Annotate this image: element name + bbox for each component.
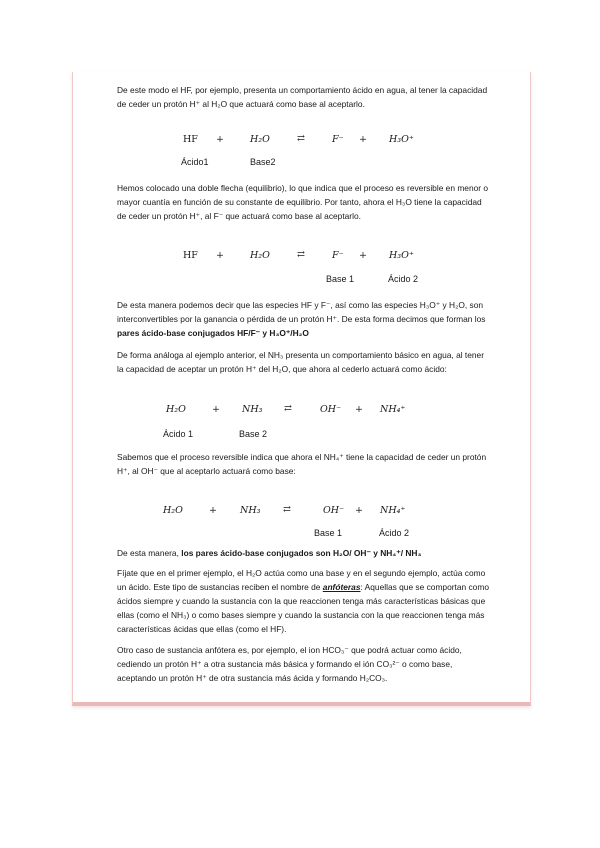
eq2-species-c: F⁻	[332, 250, 344, 261]
eq1-equilibrium-arrow: ⇄	[297, 133, 305, 144]
eq3-species-d: NH₄⁺	[380, 404, 406, 415]
p7-text-2: : Aquellas que se comportan como ácidos siempre y cuando la sustancia con la que reaccionen tenga más características básicas que ellas (como el NH₃) o como bases siempre y cuando la sustancia con la que reaccionen tenga más características ácidas que ellas (como el HF).	[117, 582, 489, 634]
p3-text: De esta manera podemos decir que las especies HF y F⁻, así como las especies H₃O⁺ y H₂O, son interconvertibles por la ganancia o pérdida de un protón H⁺. De esta forma decimos que forman los	[117, 300, 486, 324]
eq2-species-d: H₃O⁺	[389, 250, 414, 261]
eq1-species-a: HF	[183, 134, 198, 145]
eq4-equilibrium-arrow: ⇄	[283, 504, 291, 515]
eq2-plus-1: +	[216, 250, 224, 261]
eq4-species-a: H₂O	[163, 505, 183, 516]
paragraph-nh3-base: De forma análoga al ejemplo anterior, el NH₃ presenta un comportamiento básico en agua, al tener la capacidad de aceptar un protón H⁺ del H₂O, que ahora al cederlo actuará como ácido:	[117, 350, 485, 374]
eq2-species-a: HF	[183, 250, 198, 261]
p3-bold: pares ácido-base conjugados HF/F⁻ y H₃O⁺/H₂O	[117, 328, 309, 338]
eq2-equilibrium-arrow: ⇄	[297, 249, 305, 260]
eq4-label-base1: Base 1	[314, 528, 343, 538]
eq4-label-acid2: Ácido 2	[379, 528, 410, 538]
p7-term: anfóteras	[322, 582, 361, 592]
eq1-label-base2: Base2	[250, 157, 276, 167]
paragraph-reversible: Hemos colocado una doble flecha (equilibrio), lo que indica que el proceso es reversible en menor o mayor cuantía en función de su constante de equilibrio. Por tanto, ahora el H₃O tiene la capacidad de ceder un protón H⁺, al F⁻ que actuará como base al aceptarlo.	[117, 183, 489, 221]
paragraph-conjugate-pairs-1	[117, 298, 489, 340]
eq1-species-d: H₃O⁺	[389, 134, 414, 145]
p6-bold: los pares ácido-base conjugados son H₂O/ OH⁻ y NH₄⁺/ NH₃	[181, 548, 422, 558]
eq3-label-acid1: Ácido 1	[163, 429, 194, 439]
paragraph-hf-acid: De este modo el HF, por ejemplo, presenta un comportamiento ácido en agua, al tener la capacidad de ceder un protón H⁺ al H₂O que actuará como base al aceptarlo.	[117, 85, 488, 109]
eq1-species-c: F⁻	[332, 134, 344, 145]
eq3-species-b: NH₃	[242, 404, 263, 415]
eq3-plus-1: +	[212, 404, 220, 415]
paragraph-amphoteric	[117, 566, 489, 636]
eq2-plus-2: +	[359, 250, 367, 261]
eq3-species-a: H₂O	[166, 404, 186, 415]
eq4-plus-2: +	[355, 505, 363, 516]
paragraph-bicarbonate: Otro caso de sustancia anfótera es, por ejemplo, el ion HCO₃⁻ que podrá actuar como ácido, cediendo un protón H⁺ a otra sustancia más básica y formando el ión CO₃²⁻ o como base, aceptando un protón H⁺ de otra sustancia más ácida y formando H₂CO₃.	[117, 645, 462, 683]
eq2-label-base1: Base 1	[326, 274, 355, 284]
paragraph-nh4-reverse: Sabemos que el proceso reversible indica que ahora el NH₄⁺ tiene la capacidad de ceder un protón H⁺, al OH⁻ que al aceptarlo actuará como base:	[117, 452, 487, 476]
p6-text: De esta manera,	[117, 548, 182, 558]
eq1-plus-2: +	[359, 134, 367, 145]
eq4-plus-1: +	[209, 505, 217, 516]
paragraph-conjugate-pairs-2	[117, 546, 489, 560]
eq2-label-acid2: Ácido 2	[388, 274, 419, 284]
eq4-species-b: NH₃	[240, 505, 261, 516]
eq3-species-c: OH⁻	[320, 404, 342, 415]
eq4-species-c: OH⁻	[323, 505, 345, 516]
eq1-label-acid1: Ácido1	[181, 157, 209, 167]
eq3-plus-2: +	[355, 404, 363, 415]
eq3-label-base2: Base 2	[239, 429, 268, 439]
eq2-species-b: H₂O	[250, 250, 270, 261]
eq4-species-d: NH₄⁺	[380, 505, 406, 516]
p7-text-1: Fíjate que en el primer ejemplo, el H₂O actúa como una base y en el segundo ejemplo, actúa como un ácido. Este tipo de sustancias reciben el nombre de	[117, 568, 486, 592]
eq1-plus-1: +	[216, 134, 224, 145]
eq1-species-b: H₂O	[250, 134, 270, 145]
eq3-equilibrium-arrow: ⇄	[284, 403, 292, 414]
